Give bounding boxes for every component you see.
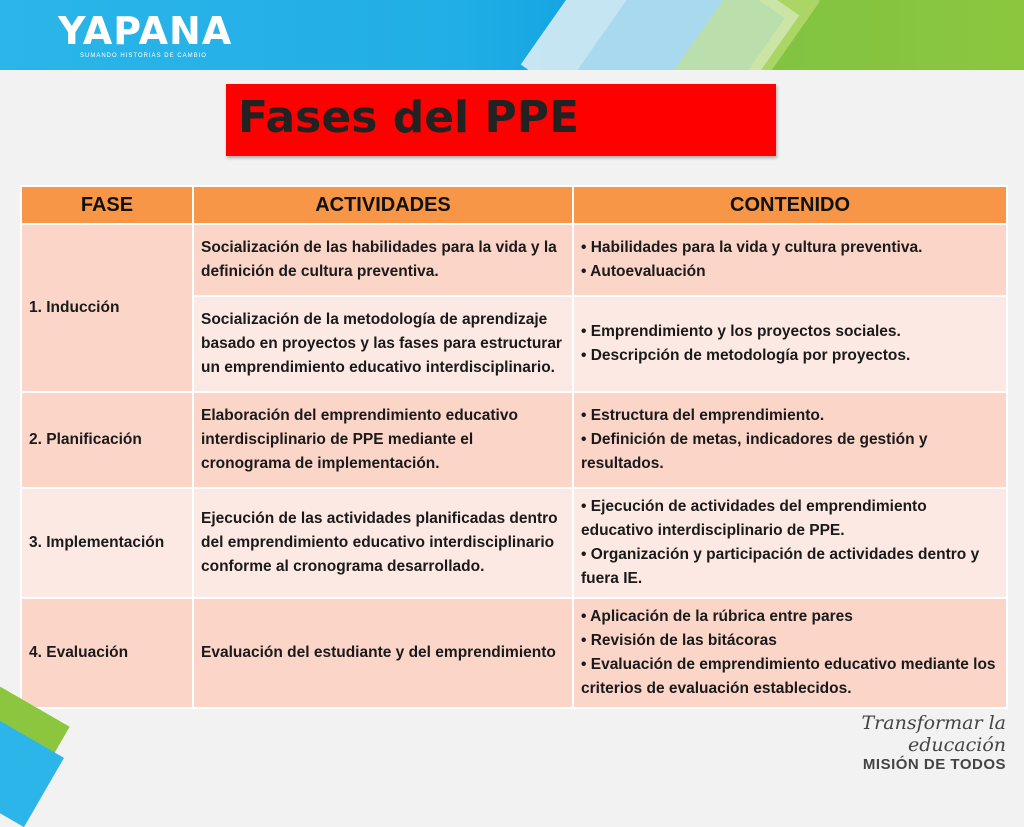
actividad-cell: Socialización de la metodología de aprendizaje basado en proyectos y las fases para estructurar un emprendimiento educativo interdisciplinario. <box>193 296 573 392</box>
contenido-item: • Revisión de las bitácoras <box>581 632 777 649</box>
yapana-logo <box>58 10 232 60</box>
contenido-item: • Ejecución de actividades del emprendimiento educativo interdisciplinario de PPE. <box>581 498 927 539</box>
fase-cell: 4. Evaluación <box>21 598 193 708</box>
footer-slogan <box>846 712 1006 774</box>
contenido-cell <box>573 296 1007 392</box>
slide-title: Fases del PPE <box>238 92 579 143</box>
contenido-item: • Evaluación de emprendimiento educativo mediante los criterios de evaluación establecidos. <box>581 656 996 697</box>
actividad-cell: Evaluación del estudiante y del emprendimiento <box>193 598 573 708</box>
contenido-cell <box>573 224 1007 296</box>
contenido-item: • Organización y participación de actividades dentro y fuera IE. <box>581 546 980 587</box>
table-header-row <box>21 186 1007 224</box>
table-row <box>21 224 1007 296</box>
header-band <box>0 0 1024 70</box>
logo-wordmark: YAPANA <box>58 9 233 53</box>
fase-cell: 1. Inducción <box>21 224 193 392</box>
actividad-cell: Socialización de las habilidades para la vida y la definición de cultura preventiva. <box>193 224 573 296</box>
contenido-item: • Autoevaluación <box>581 263 706 280</box>
actividad-cell: Ejecución de las actividades planificadas dentro del emprendimiento educativo interdisciplinario conforme al cronograma desarrollado. <box>193 488 573 598</box>
slide-title-box <box>226 84 776 156</box>
contenido-item: • Habilidades para la vida y cultura preventiva. <box>581 239 923 256</box>
actividad-cell: Elaboración del emprendimiento educativo interdisciplinario de PPE mediante el cronograma de implementación. <box>193 392 573 488</box>
slogan-line-1: Transformar la educación <box>861 712 1006 756</box>
fase-cell: 3. Implementación <box>21 488 193 598</box>
table-row <box>21 598 1007 708</box>
phases-table <box>20 185 1008 709</box>
header-actividades: ACTIVIDADES <box>193 186 573 224</box>
contenido-item: • Estructura del emprendimiento. <box>581 407 825 424</box>
contenido-item: • Aplicación de la rúbrica entre pares <box>581 608 853 625</box>
contenido-cell <box>573 598 1007 708</box>
contenido-item: • Emprendimiento y los proyectos sociales. <box>581 323 901 340</box>
table-row <box>21 392 1007 488</box>
contenido-cell <box>573 488 1007 598</box>
contenido-item: • Descripción de metodología por proyectos. <box>581 347 911 364</box>
header-fase: FASE <box>21 186 193 224</box>
contenido-cell <box>573 392 1007 488</box>
header-contenido: CONTENIDO <box>573 186 1007 224</box>
logo-tagline: SUMANDO HISTORIAS DE CAMBIO <box>80 53 207 59</box>
fase-cell: 2. Planificación <box>21 392 193 488</box>
slogan-line-2: MISIÓN DE TODOS <box>862 756 1006 773</box>
table-row <box>21 488 1007 598</box>
contenido-item: • Definición de metas, indicadores de gestión y resultados. <box>581 431 928 472</box>
